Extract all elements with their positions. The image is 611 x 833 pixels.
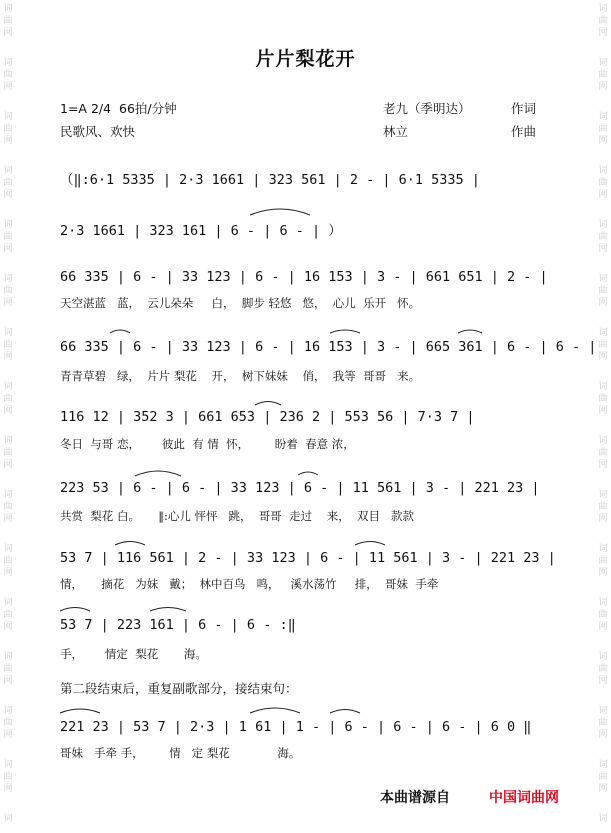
watermark-glyph: 词 — [3, 382, 13, 392]
watermark-glyph: 词 — [598, 652, 608, 662]
lyric-line-4: 共赏 梨花 白。 ‖:心儿 怦怦 跳， 哥哥 走过 来， 双目 款款 — [60, 509, 415, 523]
watermark-glyph: 网 — [3, 190, 13, 200]
watermark-glyph: 词 — [598, 760, 608, 770]
watermark-glyph: 网 — [598, 514, 608, 524]
site-name[interactable]: 中国词曲网 — [489, 790, 559, 806]
watermark-glyph: 词 — [3, 58, 13, 68]
watermark-glyph: 网 — [598, 190, 608, 200]
watermark-glyph: 词 — [598, 220, 608, 230]
watermark-glyph: 曲 — [3, 340, 13, 350]
lyricist-role: 作词 — [511, 101, 537, 116]
watermark-glyph: 网 — [598, 676, 608, 686]
notation-line-2: 2·3 1661 | 323 161 | 6 - | 6 - | ） — [60, 223, 342, 239]
watermark-glyph: 曲 — [3, 394, 13, 404]
watermark-glyph: 曲 — [598, 394, 608, 404]
watermark-glyph: 曲 — [3, 448, 13, 458]
watermark-glyph: 词 — [3, 598, 13, 608]
watermark-glyph: 网 — [3, 676, 13, 686]
watermark-glyph: 词 — [3, 112, 13, 122]
notation-line-6: 223 53 | 6 - | 6 - | 33 123 | 6 - | 11 561 | 3 - | 221 23 | — [60, 480, 540, 496]
watermark-glyph: 网 — [598, 82, 608, 92]
watermark-glyph: 网 — [3, 244, 13, 254]
notation-line-8: 53 7 | 223 161 | 6 - | 6 - :‖ — [60, 617, 296, 633]
watermark-glyph: 词 — [3, 166, 13, 176]
notation-line-3: 66 335 | 6 - | 33 123 | 6 - | 16 153 | 3 - | 661 651 | 2 - | — [60, 269, 548, 285]
watermark-glyph: 词 — [3, 220, 13, 230]
watermark-glyph: 词 — [598, 706, 608, 716]
lyric-line-2: 青青草碧 绿， 片片 梨花 开， 树下妹妹 俏， 我等 哥哥 来。 — [60, 369, 421, 383]
watermark-glyph: 曲 — [598, 664, 608, 674]
watermark-glyph: 网 — [598, 136, 608, 146]
watermark-glyph: 曲 — [3, 286, 13, 296]
watermark-glyph: 曲 — [598, 610, 608, 620]
ending-lyrics: 哥妹 手牵 手， 情 定 梨花 海。 — [60, 746, 301, 760]
watermark-glyph: 曲 — [598, 16, 608, 26]
watermark-glyph: 网 — [3, 730, 13, 740]
lyric-line-6: 手， 情定 梨花 海。 — [60, 647, 207, 661]
watermark-glyph: 曲 — [3, 664, 13, 674]
watermark-glyph: 曲 — [598, 70, 608, 80]
watermark-glyph: 曲 — [3, 16, 13, 26]
watermark-glyph: 网 — [598, 244, 608, 254]
key-and-tempo: 1=A 2/4 66拍/分钟 — [60, 101, 177, 116]
watermark-glyph: 网 — [3, 460, 13, 470]
notation-line-4: 66 335 | 6 - | 33 123 | 6 - | 16 153 | 3 - | 665 361 | 6 - | 6 - | — [60, 339, 597, 355]
watermark-glyph: 词 — [598, 112, 608, 122]
watermark-glyph: 词 — [598, 58, 608, 68]
watermark-glyph: 曲 — [598, 232, 608, 242]
watermark-glyph: 词 — [598, 490, 608, 500]
watermark-glyph: 网 — [598, 730, 608, 740]
watermark-glyph: 网 — [598, 622, 608, 632]
watermark-glyph: 曲 — [3, 70, 13, 80]
watermark-glyph: 曲 — [3, 232, 13, 242]
watermark-glyph: 曲 — [3, 178, 13, 188]
watermark-glyph: 词 — [598, 328, 608, 338]
watermark-glyph: 网 — [598, 784, 608, 794]
watermark-glyph: 词 — [3, 4, 13, 14]
music-style: 民歌风、欢快 — [60, 124, 136, 139]
watermark-glyph: 词 — [598, 814, 608, 824]
watermark-glyph: 词 — [3, 760, 13, 770]
ending-notation: 221 23 | 53 7 | 2·3 | 1 61 | 1 - | 6 - | 6 - | 6 - | 6 0 ‖ — [60, 719, 532, 735]
watermark-glyph: 曲 — [598, 448, 608, 458]
watermark-glyph: 曲 — [598, 178, 608, 188]
watermark-glyph: 网 — [598, 406, 608, 416]
watermark-glyph: 曲 — [598, 772, 608, 782]
watermark-glyph: 网 — [3, 136, 13, 146]
watermark-glyph: 曲 — [3, 556, 13, 566]
watermark-glyph: 网 — [3, 352, 13, 362]
watermark-glyph: 网 — [598, 28, 608, 38]
watermark-glyph: 词 — [598, 166, 608, 176]
notation-line-7: 53 7 | 116 561 | 2 - | 33 123 | 6 - | 11 561 | 3 - | 221 23 | — [60, 550, 556, 566]
watermark-glyph: 词 — [3, 436, 13, 446]
watermark-glyph: 词 — [3, 652, 13, 662]
watermark-glyph: 词 — [3, 706, 13, 716]
watermark-glyph: 网 — [3, 298, 13, 308]
watermark-glyph: 词 — [598, 598, 608, 608]
watermark-glyph: 曲 — [598, 124, 608, 134]
notation-line-1: （‖:6·1 5335 | 2·3 1661 | 323 561 | 2 - | 6·1 5335 | — [60, 172, 480, 188]
watermark-glyph: 曲 — [598, 502, 608, 512]
song-title: 片片梨花开 — [255, 48, 356, 70]
notation-line-5: 116 12 | 352 3 | 661 653 | 236 2 | 553 56 | 7·3 7 | — [60, 409, 475, 425]
watermark-glyph: 词 — [598, 274, 608, 284]
watermark-glyph: 词 — [3, 490, 13, 500]
composer-role: 作曲 — [511, 124, 537, 139]
watermark-glyph: 曲 — [3, 124, 13, 134]
watermark-glyph: 词 — [598, 382, 608, 392]
watermark-glyph: 曲 — [3, 502, 13, 512]
watermark-glyph: 网 — [598, 298, 608, 308]
watermark-glyph: 曲 — [598, 556, 608, 566]
ending-note: 第二段结束后，重复副歌部分，接结束句： — [60, 681, 298, 696]
watermark-glyph: 网 — [3, 406, 13, 416]
watermark-glyph: 网 — [3, 28, 13, 38]
watermark-glyph: 网 — [598, 568, 608, 578]
watermark-glyph: 网 — [598, 460, 608, 470]
watermark-glyph: 网 — [598, 352, 608, 362]
lyricist-name: 老九（季明达） — [383, 101, 471, 116]
watermark-glyph: 网 — [3, 82, 13, 92]
composer-name: 林立 — [383, 124, 409, 139]
watermark-glyph: 网 — [3, 568, 13, 578]
watermark-glyph: 词 — [3, 274, 13, 284]
watermark-glyph: 网 — [3, 622, 13, 632]
watermark-glyph: 词 — [3, 544, 13, 554]
watermark-glyph: 词 — [598, 4, 608, 14]
watermark-glyph: 曲 — [598, 718, 608, 728]
source-label: 本曲谱源自 — [380, 790, 450, 806]
watermark-glyph: 曲 — [598, 340, 608, 350]
watermark-glyph: 曲 — [3, 718, 13, 728]
watermark-glyph: 词 — [3, 814, 13, 824]
watermark-glyph: 曲 — [3, 772, 13, 782]
watermark-glyph: 词 — [598, 436, 608, 446]
lyric-line-1: 天空湛蓝 蓝， 云儿朵朵 白， 脚步 轻悠 悠， 心儿 乐开 怀。 — [60, 296, 421, 310]
watermark-glyph: 网 — [3, 514, 13, 524]
lyric-line-5: 情， 摘花 为妹 戴； 林中百鸟 鸣， 溪水荡竹 排， 哥妹 手牵 — [60, 577, 439, 591]
watermark-glyph: 曲 — [3, 610, 13, 620]
lyric-line-3: 冬日 与哥 恋， 彼此 有 情 怀， 盼着 春意 浓， — [60, 437, 355, 451]
watermark-glyph: 曲 — [598, 286, 608, 296]
watermark-glyph: 网 — [3, 784, 13, 794]
watermark-glyph: 词 — [598, 544, 608, 554]
watermark-glyph: 词 — [3, 328, 13, 338]
